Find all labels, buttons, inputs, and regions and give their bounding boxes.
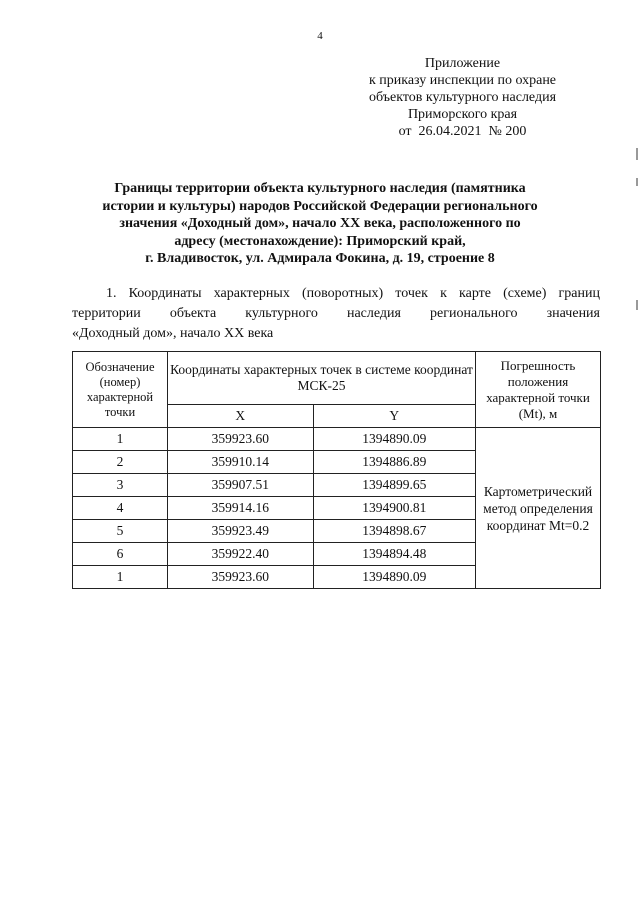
title-line: адресу (местонахождение): Приморский край,	[174, 233, 466, 249]
x-cell: 359907.51	[168, 474, 314, 497]
appendix-line: Приморского края	[407, 107, 518, 122]
x-cell: 359922.40	[168, 543, 314, 566]
accuracy-cell: Картометрический метод определения координат Mt=0.2	[476, 428, 601, 589]
scan-edge-mark	[636, 300, 638, 310]
scan-edge-mark	[636, 178, 638, 186]
page-number: 4	[317, 30, 323, 42]
appendix-date-number: от 26.04.2021 № 200	[398, 124, 527, 139]
title-line: Границы территории объекта культурного наследия (памятника	[114, 181, 526, 196]
paragraph-line: «Доходный дом», начало XX века	[72, 326, 274, 341]
point-number-cell: 5	[73, 520, 168, 543]
point-number-cell: 2	[73, 451, 168, 474]
table-row	[73, 428, 601, 451]
y-cell: 1394894.48	[313, 543, 475, 566]
point-number-cell: 3	[73, 474, 168, 497]
point-number-cell: 1	[73, 566, 168, 589]
document-title	[100, 180, 540, 268]
appendix-line: объектов культурного наследия	[368, 90, 557, 105]
scan-edge-mark	[636, 148, 638, 160]
title-line: истории и культуры) народов Российской Федерации регионального	[102, 198, 538, 214]
appendix-line: к приказу инспекции по охране	[368, 73, 557, 88]
y-cell: 1394898.67	[313, 520, 475, 543]
y-cell: 1394890.09	[313, 428, 475, 451]
point-number-cell: 4	[73, 497, 168, 520]
y-cell: 1394890.09	[313, 566, 475, 589]
x-cell: 359923.60	[168, 566, 314, 589]
paragraph-line: 1. Координаты характерных (поворотных) точек к карте (схеме) границ	[106, 286, 600, 301]
appendix-block	[330, 55, 595, 140]
coordinates-table	[72, 351, 601, 589]
title-line: значения «Доходный дом», начало XX века, расположенного по	[119, 216, 521, 231]
x-cell: 359910.14	[168, 451, 314, 474]
point-number-cell: 6	[73, 543, 168, 566]
x-cell: 359914.16	[168, 497, 314, 520]
header-x: X	[168, 405, 314, 428]
header-accuracy: Погрешность положения характерной точки (Mt), м	[476, 352, 601, 428]
x-cell: 359923.60	[168, 428, 314, 451]
y-cell: 1394886.89	[313, 451, 475, 474]
appendix-line: Приложение	[424, 56, 501, 71]
paragraph-line: территории объекта культурного наследия регионального значения	[72, 306, 600, 321]
point-number-cell: 1	[73, 428, 168, 451]
header-point-number: Обозначение (номер) характерной точки	[73, 352, 168, 428]
header-y: Y	[313, 405, 475, 428]
x-cell: 359923.49	[168, 520, 314, 543]
coordinates-paragraph	[72, 284, 600, 344]
title-line: г. Владивосток, ул. Адмирала Фокина, д. 19, строение 8	[145, 251, 495, 266]
y-cell: 1394900.81	[313, 497, 475, 520]
header-coordinates: Координаты характерных точек в системе координат МСК-25	[168, 352, 476, 405]
y-cell: 1394899.65	[313, 474, 475, 497]
